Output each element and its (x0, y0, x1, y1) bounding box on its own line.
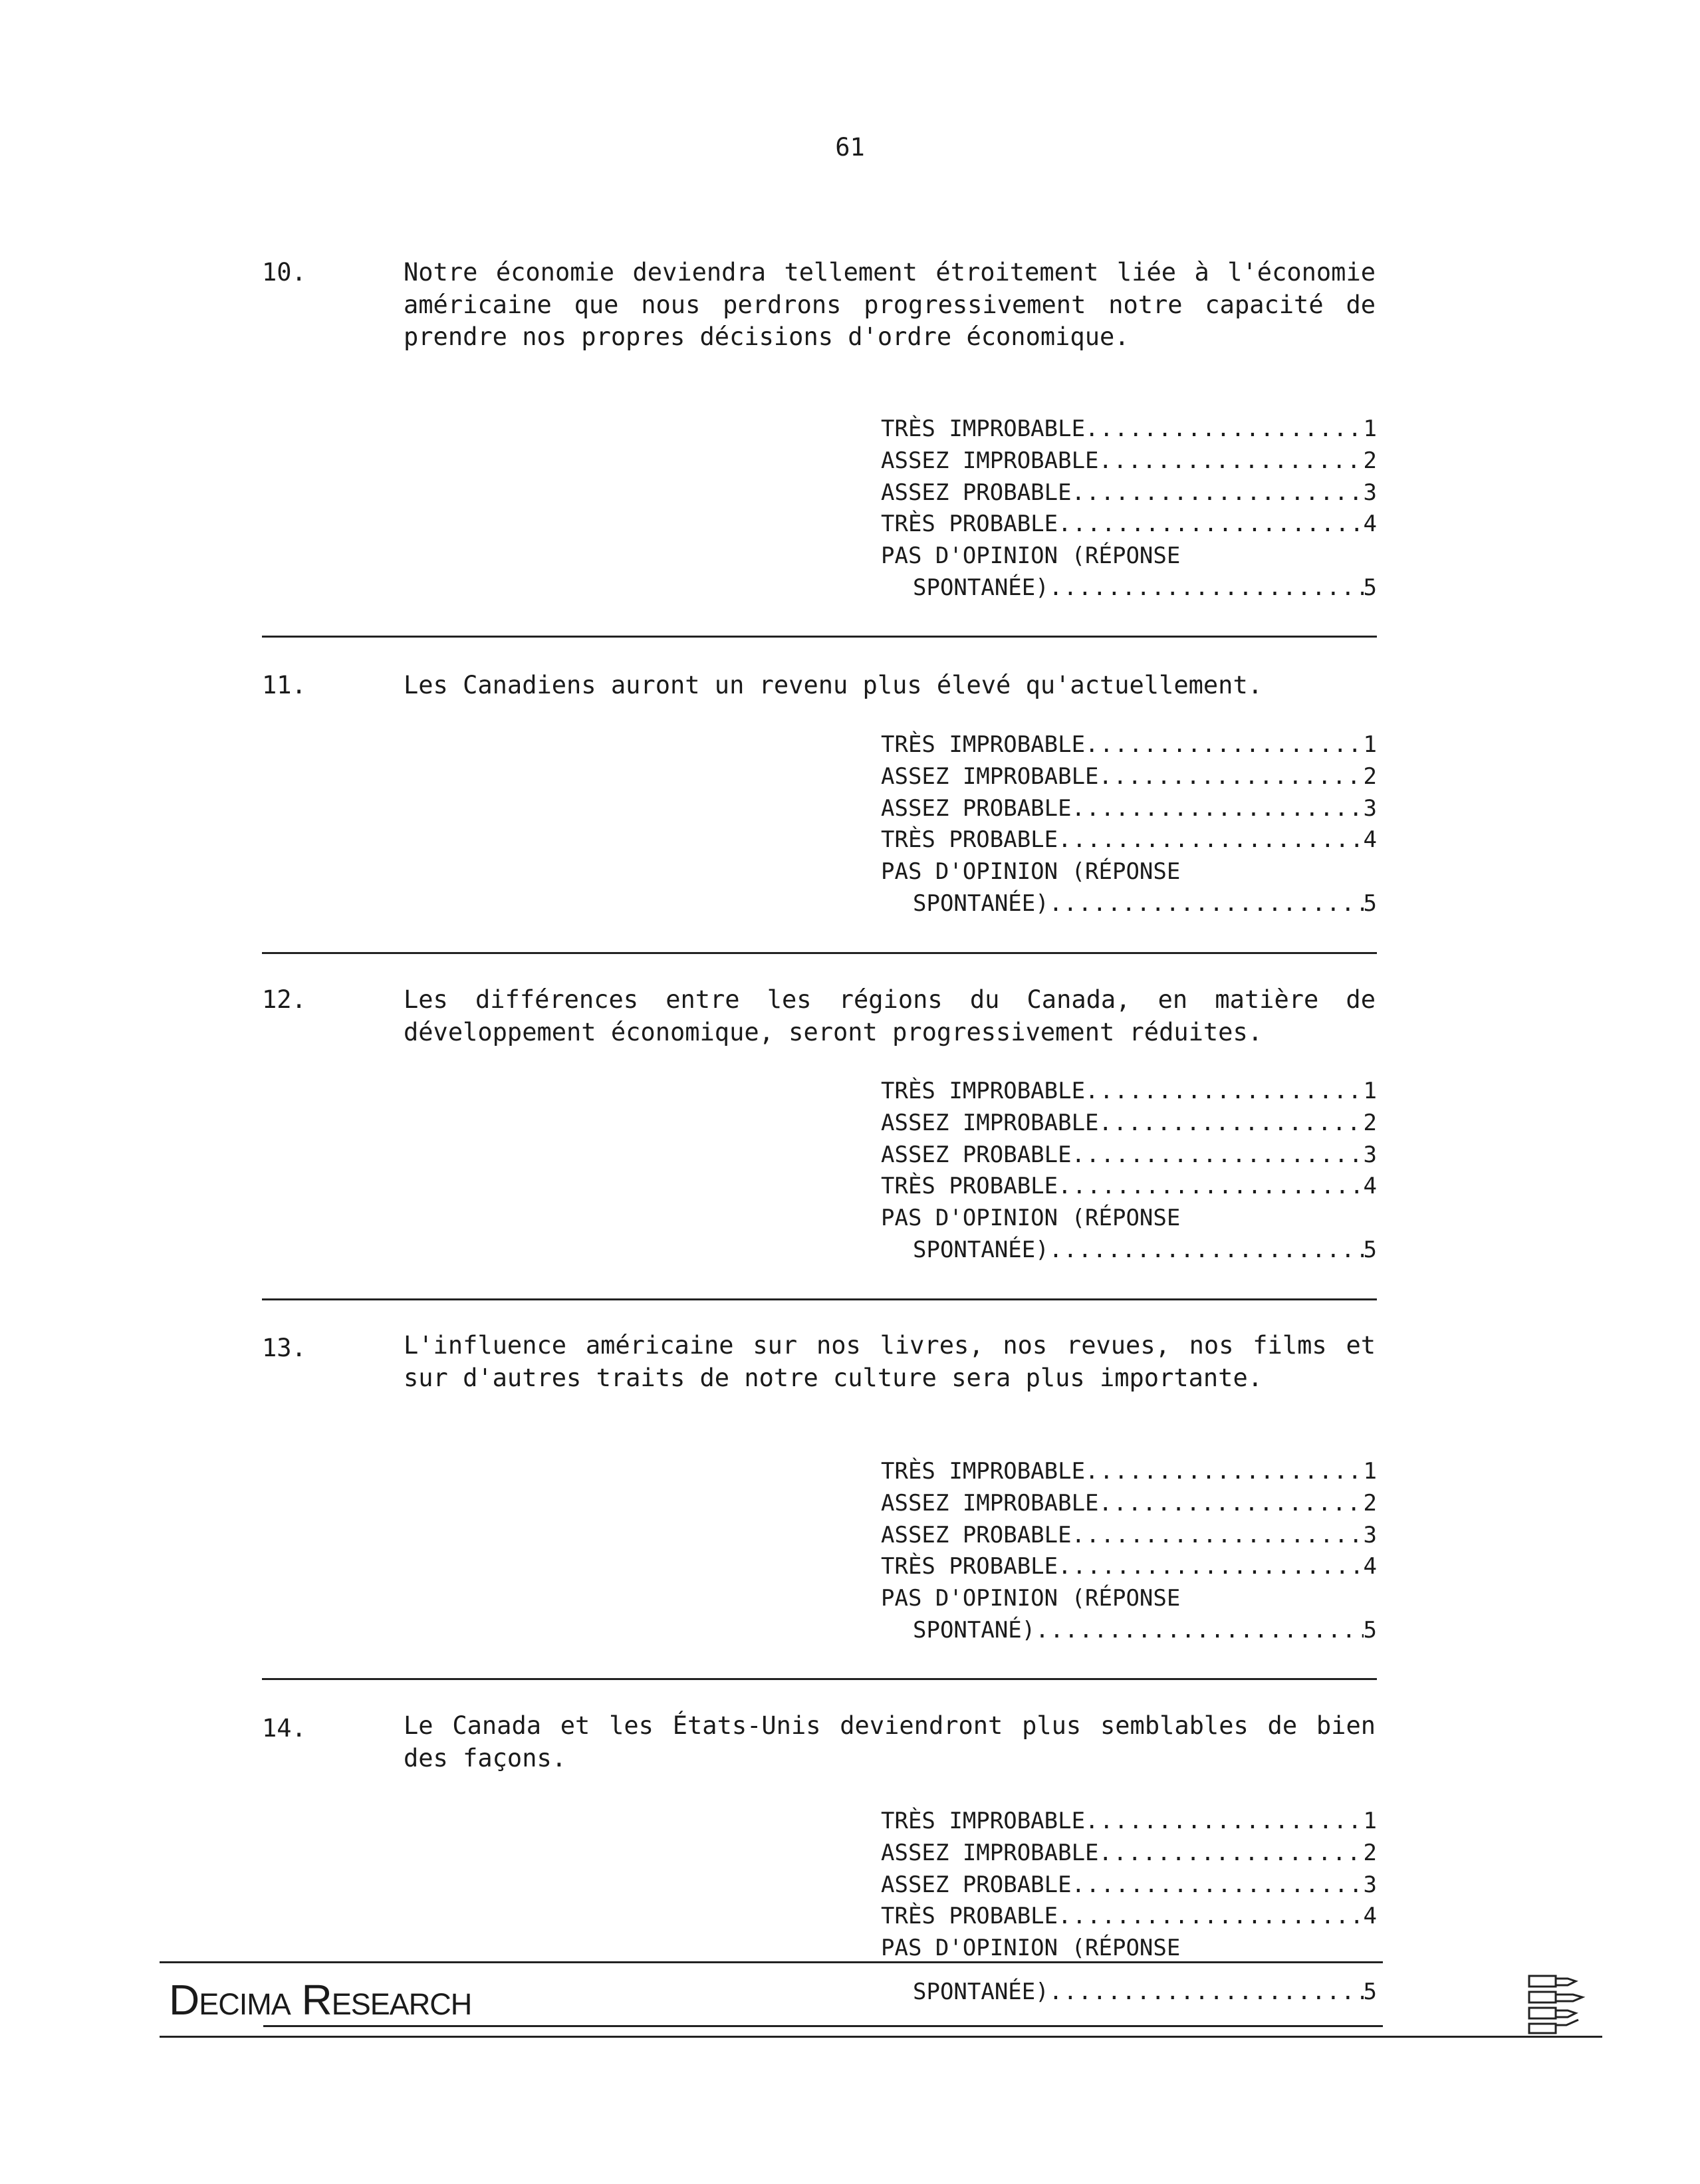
answer-option: ASSEZ PROBABLE ..... 3 (881, 1870, 1377, 1901)
question-number: 11. (262, 671, 306, 699)
answer-option: TRÈS PROBABLE ..... 4 (881, 1551, 1377, 1583)
question-text: L'influence américaine sur nos livres, nos revues, nos films et sur d'autres traits de notre culture sera plus importante. (404, 1331, 1376, 1392)
answer-options (881, 1076, 1377, 1267)
answer-option: ASSEZ PROBABLE ..... 3 (881, 477, 1377, 509)
answer-option: TRÈS PROBABLE ..... 4 (881, 1171, 1377, 1203)
question-text: Le Canada et les États-Unis deviendront plus semblables de bien des façons. (404, 1711, 1376, 1772)
answer-options (881, 1456, 1377, 1647)
question-number: 14. (262, 1714, 306, 1743)
section-divider (262, 1298, 1377, 1300)
answer-option: ASSEZ IMPROBABLE ..... 2 (881, 761, 1377, 793)
footer-brand: Decima Research (169, 1976, 472, 2024)
answer-option: TRÈS IMPROBABLE ..... 1 (881, 1806, 1377, 1838)
no-opinion-option: PAS D'OPINION (RÉPONSE (881, 1205, 1181, 1232)
no-opinion-option: PAS D'OPINION (RÉPONSE (881, 1935, 1181, 1962)
no-opinion-option-cont: SPONTANÉ) ..... 5 (881, 1615, 1377, 1647)
answer-option: TRÈS IMPROBABLE ..... 1 (881, 1456, 1377, 1488)
no-opinion-option-cont: SPONTANÉE) ..... 5 (881, 1235, 1377, 1267)
section-divider (262, 1678, 1377, 1680)
question-number: 13. (262, 1334, 306, 1362)
question-text: Les différences entre les régions du Canada, en matière de développement économique, seront progressivement réduites. (404, 985, 1376, 1046)
no-opinion-option: PAS D'OPINION (RÉPONSE (881, 858, 1181, 886)
answer-option: TRÈS PROBABLE ..... 4 (881, 1901, 1377, 1933)
no-opinion-option-cont: SPONTANÉE) ..... 5 (881, 572, 1377, 604)
answer-options (881, 729, 1377, 920)
answer-option: TRÈS PROBABLE ..... 4 (881, 824, 1377, 856)
answer-options (881, 414, 1377, 604)
no-opinion-option-cont: SPONTANÉE) ..... 5 (881, 888, 1377, 920)
decima-logo-icon (1526, 1972, 1590, 2038)
section-divider (262, 952, 1377, 954)
no-opinion-option-cont: SPONTANÉE) ..... 5 (881, 1977, 1377, 2008)
answer-option: ASSEZ PROBABLE ..... 3 (881, 793, 1377, 825)
answer-option: ASSEZ IMPROBABLE ..... 2 (881, 1488, 1377, 1520)
answer-options (881, 1806, 1377, 2008)
answer-option: ASSEZ PROBABLE ..... 3 (881, 1140, 1377, 1171)
footer-top-line (160, 1961, 1383, 1963)
section-divider (262, 636, 1377, 638)
answer-option: ASSEZ IMPROBABLE ..... 2 (881, 445, 1377, 477)
answer-option: TRÈS PROBABLE ..... 4 (881, 509, 1377, 541)
question-text: Les Canadiens auront un revenu plus élevé qu'actuellement. (404, 671, 1263, 699)
question-number: 12. (262, 985, 306, 1014)
no-opinion-option: PAS D'OPINION (RÉPONSE (881, 1585, 1181, 1612)
page-number: 61 (835, 133, 865, 162)
answer-option: TRÈS IMPROBABLE ..... 1 (881, 729, 1377, 761)
answer-option: ASSEZ IMPROBABLE ..... 2 (881, 1838, 1377, 1870)
no-opinion-option: PAS D'OPINION (RÉPONSE (881, 543, 1181, 570)
answer-option: ASSEZ IMPROBABLE ..... 2 (881, 1108, 1377, 1140)
question-text: Notre économie deviendra tellement étroitement liée à l'économie américaine que nous perdrons progressivement notre capacité de prendre nos propres décisions d'ordre économique. (404, 258, 1376, 351)
answer-option: TRÈS IMPROBABLE ..... 1 (881, 414, 1377, 445)
footer-bottom-line (160, 2036, 1602, 2038)
answer-option: TRÈS IMPROBABLE ..... 1 (881, 1076, 1377, 1108)
footer-mid-line (263, 2025, 1383, 2027)
answer-option: ASSEZ PROBABLE ..... 3 (881, 1520, 1377, 1552)
question-number: 10. (262, 258, 306, 287)
